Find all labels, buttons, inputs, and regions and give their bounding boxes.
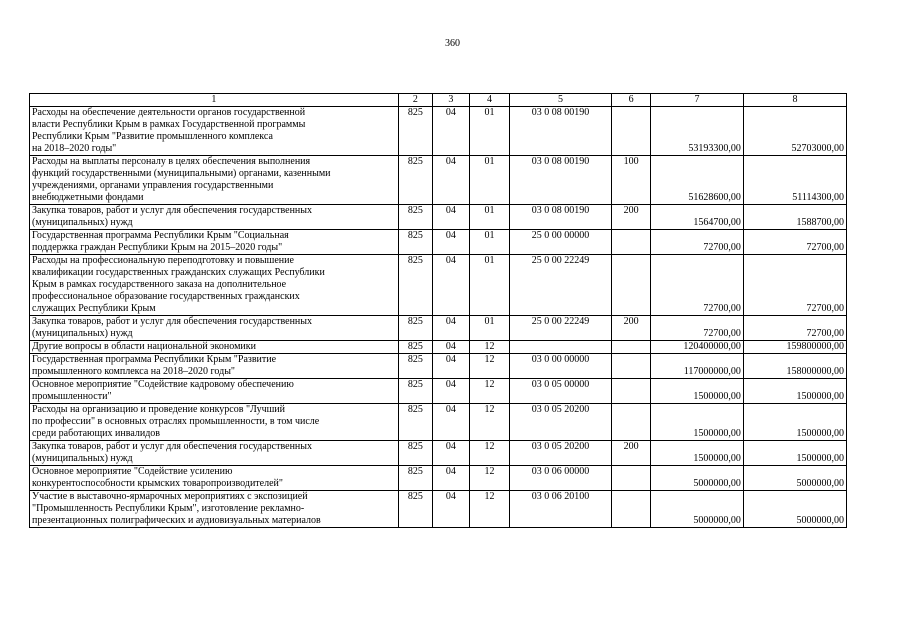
target-article-cell: 03 0 06 00000 <box>510 466 612 491</box>
description-cell: Основное мероприятие "Содействие усилению конкурентоспособности крымских товаропроизводителей" <box>30 466 399 491</box>
section-cell: 04 <box>432 255 469 316</box>
admin-code-cell: 825 <box>398 404 432 441</box>
description-cell: Закупка товаров, работ и услуг для обеспечения государственных (муниципальных) нужд <box>30 316 399 341</box>
table-row <box>30 441 847 466</box>
admin-code-cell: 825 <box>398 316 432 341</box>
target-article-cell: 03 0 05 00000 <box>510 379 612 404</box>
admin-code-cell: 825 <box>398 205 432 230</box>
budget-table <box>29 93 847 528</box>
subsection-cell: 12 <box>469 341 509 354</box>
header-cell: 8 <box>743 94 846 107</box>
subsection-cell: 01 <box>469 107 509 156</box>
amount-2019-cell: 72700,00 <box>651 316 744 341</box>
subsection-cell: 12 <box>469 491 509 528</box>
expense-type-cell <box>612 341 651 354</box>
target-article-cell <box>510 341 612 354</box>
amount-2020-cell: 1500000,00 <box>743 404 846 441</box>
amount-2020-cell: 72700,00 <box>743 316 846 341</box>
amount-2020-cell: 5000000,00 <box>743 466 846 491</box>
amount-2020-cell: 1500000,00 <box>743 441 846 466</box>
expense-type-cell <box>612 491 651 528</box>
amount-2020-cell: 1588700,00 <box>743 205 846 230</box>
amount-2019-cell: 1500000,00 <box>651 379 744 404</box>
admin-code-cell: 825 <box>398 441 432 466</box>
subsection-cell: 12 <box>469 379 509 404</box>
admin-code-cell: 825 <box>398 107 432 156</box>
amount-2019-cell: 72700,00 <box>651 230 744 255</box>
table-row <box>30 255 847 316</box>
table-row <box>30 404 847 441</box>
description-cell: Закупка товаров, работ и услуг для обеспечения государственных (муниципальных) нужд <box>30 441 399 466</box>
expense-type-cell <box>612 230 651 255</box>
admin-code-cell: 825 <box>398 230 432 255</box>
subsection-cell: 12 <box>469 441 509 466</box>
header-cell: 6 <box>612 94 651 107</box>
amount-2020-cell: 1500000,00 <box>743 379 846 404</box>
target-article-cell: 03 0 06 20100 <box>510 491 612 528</box>
admin-code-cell: 825 <box>398 354 432 379</box>
admin-code-cell: 825 <box>398 156 432 205</box>
section-cell: 04 <box>432 441 469 466</box>
amount-2019-cell: 5000000,00 <box>651 491 744 528</box>
amount-2020-cell: 51114300,00 <box>743 156 846 205</box>
admin-code-cell: 825 <box>398 255 432 316</box>
subsection-cell: 01 <box>469 205 509 230</box>
section-cell: 04 <box>432 156 469 205</box>
target-article-cell: 03 0 05 20200 <box>510 404 612 441</box>
amount-2019-cell: 117000000,00 <box>651 354 744 379</box>
table-row <box>30 341 847 354</box>
amount-2020-cell: 158000000,00 <box>743 354 846 379</box>
description-cell: Расходы на организацию и проведение конкурсов "Лучший по профессии" в основных отраслях промышленности, в том числе среди работающих инвалидов <box>30 404 399 441</box>
amount-2019-cell: 51628600,00 <box>651 156 744 205</box>
section-cell: 04 <box>432 230 469 255</box>
table-row <box>30 156 847 205</box>
admin-code-cell: 825 <box>398 466 432 491</box>
expense-type-cell: 200 <box>612 316 651 341</box>
amount-2019-cell: 120400000,00 <box>651 341 744 354</box>
amount-2020-cell: 52703000,00 <box>743 107 846 156</box>
target-article-cell: 25 0 00 00000 <box>510 230 612 255</box>
amount-2019-cell: 5000000,00 <box>651 466 744 491</box>
table-row <box>30 107 847 156</box>
amount-2019-cell: 53193300,00 <box>651 107 744 156</box>
expense-type-cell <box>612 255 651 316</box>
admin-code-cell: 825 <box>398 491 432 528</box>
subsection-cell: 01 <box>469 316 509 341</box>
table-row <box>30 316 847 341</box>
header-cell: 2 <box>398 94 432 107</box>
section-cell: 04 <box>432 466 469 491</box>
table-row <box>30 230 847 255</box>
header-cell: 4 <box>469 94 509 107</box>
amount-2020-cell: 159800000,00 <box>743 341 846 354</box>
amount-2020-cell: 72700,00 <box>743 230 846 255</box>
target-article-cell: 03 0 08 00190 <box>510 205 612 230</box>
table-header-row <box>30 94 847 107</box>
description-cell: Закупка товаров, работ и услуг для обеспечения государственных (муниципальных) нужд <box>30 205 399 230</box>
amount-2019-cell: 72700,00 <box>651 255 744 316</box>
section-cell: 04 <box>432 404 469 441</box>
amount-2019-cell: 1500000,00 <box>651 441 744 466</box>
header-cell: 3 <box>432 94 469 107</box>
section-cell: 04 <box>432 354 469 379</box>
section-cell: 04 <box>432 205 469 230</box>
target-article-cell: 03 0 05 20200 <box>510 441 612 466</box>
amount-2020-cell: 5000000,00 <box>743 491 846 528</box>
target-article-cell: 03 0 08 00190 <box>510 107 612 156</box>
target-article-cell: 25 0 00 22249 <box>510 255 612 316</box>
section-cell: 04 <box>432 107 469 156</box>
section-cell: 04 <box>432 491 469 528</box>
description-cell: Расходы на профессиональную переподготовку и повышение квалификации государственных гражданских служащих Республики Крым в рамках государственного заказа на дополнительное профессиональное образование государственных гражданских служащих Республики Крым <box>30 255 399 316</box>
expense-type-cell: 200 <box>612 441 651 466</box>
admin-code-cell: 825 <box>398 379 432 404</box>
table-row <box>30 354 847 379</box>
table-row <box>30 466 847 491</box>
subsection-cell: 12 <box>469 354 509 379</box>
expense-type-cell <box>612 404 651 441</box>
target-article-cell: 03 0 00 00000 <box>510 354 612 379</box>
amount-2019-cell: 1564700,00 <box>651 205 744 230</box>
section-cell: 04 <box>432 379 469 404</box>
subsection-cell: 12 <box>469 404 509 441</box>
description-cell: Участие в выставочно-ярмарочных мероприятиях с экспозицией "Промышленность Республики Крым", изготовление рекламно- презентационных полиграфических и аудиовизуальных материалов <box>30 491 399 528</box>
table-row <box>30 205 847 230</box>
description-cell: Другие вопросы в области национальной экономики <box>30 341 399 354</box>
expense-type-cell: 100 <box>612 156 651 205</box>
admin-code-cell: 825 <box>398 341 432 354</box>
table-row <box>30 379 847 404</box>
header-cell: 7 <box>651 94 744 107</box>
target-article-cell: 03 0 08 00190 <box>510 156 612 205</box>
amount-2019-cell: 1500000,00 <box>651 404 744 441</box>
amount-2020-cell: 72700,00 <box>743 255 846 316</box>
description-cell: Основное мероприятие "Содействие кадровому обеспечению промышленности" <box>30 379 399 404</box>
description-cell: Государственная программа Республики Крым "Развитие промышленного комплекса на 2018–2020 годы" <box>30 354 399 379</box>
target-article-cell: 25 0 00 22249 <box>510 316 612 341</box>
section-cell: 04 <box>432 341 469 354</box>
header-cell: 1 <box>30 94 399 107</box>
description-cell: Расходы на обеспечение деятельности органов государственной власти Республики Крым в рамках Государственной программы Республики Крым "Развитие промышленного комплекса на 2018–2020 годы" <box>30 107 399 156</box>
subsection-cell: 01 <box>469 255 509 316</box>
description-cell: Государственная программа Республики Крым "Социальная поддержка граждан Республики Крым на 2015–2020 годы" <box>30 230 399 255</box>
expense-type-cell <box>612 107 651 156</box>
description-cell: Расходы на выплаты персоналу в целях обеспечения выполнения функций государственными (муниципальными) органами, казенными учреждениями, органами управления государственными внебюджетными фондами <box>30 156 399 205</box>
header-cell: 5 <box>510 94 612 107</box>
expense-type-cell <box>612 354 651 379</box>
expense-type-cell <box>612 379 651 404</box>
page-number: 360 <box>445 38 460 49</box>
table-row <box>30 491 847 528</box>
subsection-cell: 12 <box>469 466 509 491</box>
expense-type-cell: 200 <box>612 205 651 230</box>
section-cell: 04 <box>432 316 469 341</box>
expense-type-cell <box>612 466 651 491</box>
subsection-cell: 01 <box>469 230 509 255</box>
subsection-cell: 01 <box>469 156 509 205</box>
